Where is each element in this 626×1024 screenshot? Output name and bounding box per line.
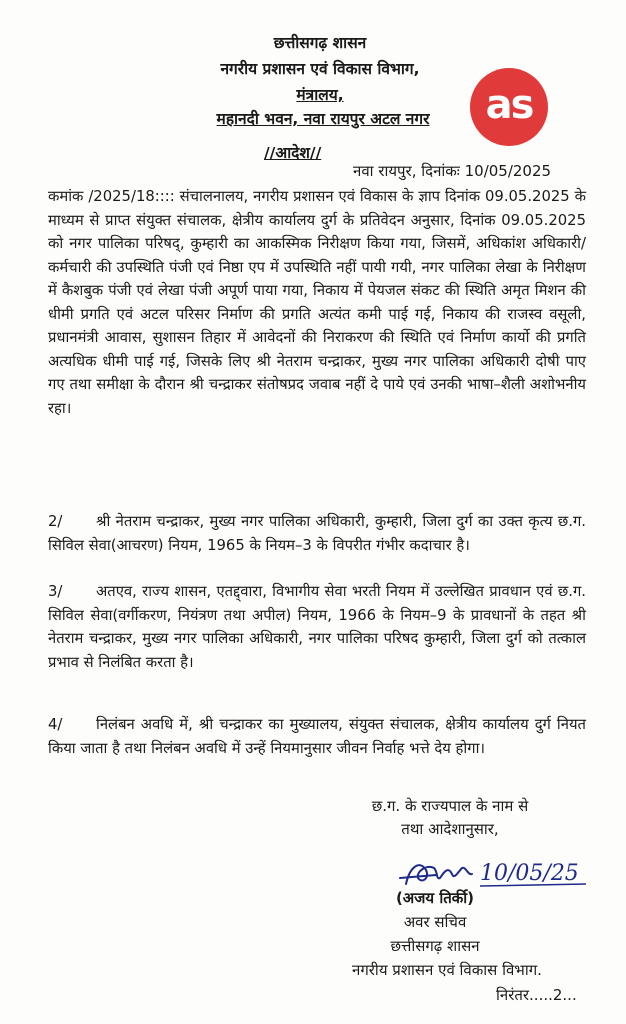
signatory-designation: अवर सचिव bbox=[403, 913, 467, 931]
date-line: नवा रायपुर, दिनांकः 10/05/2025 bbox=[353, 162, 552, 180]
authority-line-1: छ.ग. के राज्यपाल के नाम से bbox=[371, 797, 529, 815]
header-government: छत्तीसगढ़ शासन bbox=[273, 34, 367, 52]
paragraph-3 bbox=[48, 580, 586, 674]
header-address: महानदी भवन, नवा रायपुर अटल नगर bbox=[216, 110, 430, 128]
order-title: //आदेश// bbox=[264, 144, 322, 162]
header-ministry: मंत्रालय, bbox=[296, 86, 344, 104]
paragraph-4-text: निलंबन अवधि में, श्री चन्द्राकर का मुख्यालय, संयुक्त संचालक, क्षेत्रीय कार्यालय दुर्ग नियत किया जाता है तथा निलंबन अवधि में उन्हें नियमानुसार जीवन निर्वाह भत्ते देय होगा। bbox=[48, 716, 586, 757]
as-logo: as bbox=[470, 68, 548, 146]
authority-line-2: तथा आदेशानुसार, bbox=[401, 820, 499, 838]
continued-marker: निरंतर.....2... bbox=[496, 986, 577, 1004]
paragraph-4 bbox=[48, 713, 586, 760]
signatory-government: छत्तीसगढ़ शासन bbox=[390, 937, 480, 955]
header-department: नगरीय प्रशासन एवं विकास विभाग, bbox=[220, 60, 420, 78]
signatory-name: (अजय तिर्की) bbox=[395, 889, 475, 907]
paragraph-3-number: 3/ bbox=[48, 583, 63, 600]
paragraph-3-text: अतएव, राज्य शासन, एतद्द्वारा, विभागीय सेवा भरती नियम में उल्लेखित प्रावधान एवं छ.ग. सिविल सेवा(वर्गीकरण, नियंत्रण तथा अपील) नियम, 1966 के नियम–9 के प्रावधानों के तहत श्री नेतराम चन्द्राकर, मुख्य नगर पालिका अधिकारी, नगर पालिका परिषद कुम्हारी, जिला दुर्ग को तत्काल प्रभाव से निलंबित करता है। bbox=[48, 583, 586, 671]
paragraph-1-text: कमांक /2025/18:::: संचालनालय, नगरीय प्रशासन एवं विकास के ज्ञाप दिनांक 09.05.2025 के माध्यम से प्राप्त संयुक्त संचालक, क्षेत्रीय कार्यालय दुर्ग के प्रतिवेदन अनुसार, दिनांक 09.05.2025 को नगर पालिका परिषद्, कुम्हारी का आकस्मिक निरीक्षण किया गया, जिसमें, अधिकांश अधिकारी/कर्मचारी की उपस्थिति पंजी एवं निष्ठा एप में उपस्थिति नहीं पायी गयी, नगर पालिका लेखा के निरीक्षण में कैशबुक पंजी एवं लेखा पंजी अपूर्ण पाया गया, निकाय में पेयजल संकट की स्थिति अमृत मिशन की धीमी प्रगति एवं अटल परिसर निर्माण की प्रगति अत्यंत कमी पाई गई, निकाय की राजस्व वसूली, प्रधानमंत्री आवास, सुशासन तिहार में आवेदनों की निराकरण की स्थिति एवं निर्माण कार्यो की प्रगति अत्यधिक धीमी पाई गई, जिसके लिए श्री नेतराम चन्द्राकर, मुख्य नगर पालिका अधिकारी दोषी पाए गए तथा समीक्षा के दौरान श्री चन्द्राकर संतोषप्रद जवाब नहीं दे पाये एवं उनकी भाषा–शैली अशोभनीय रहा। bbox=[48, 188, 586, 417]
paragraph-1 bbox=[48, 185, 586, 420]
signatory-department: नगरीय प्रशासन एवं विकास विभाग. bbox=[352, 961, 542, 979]
paragraph-4-number: 4/ bbox=[48, 716, 63, 733]
paragraph-2-number: 2/ bbox=[48, 513, 63, 530]
handwritten-date: 10/05/25 bbox=[480, 861, 579, 886]
paragraph-2 bbox=[48, 510, 586, 557]
paragraph-2-text: श्री नेतराम चन्द्राकर, मुख्य नगर पालिका अधिकारी, कुम्हारी, जिला दुर्ग का उक्त कृत्य छ.ग. सिविल सेवा(आचरण) नियम, 1965 के नियम–3 के विपरीत गंभीर कदाचार है। bbox=[48, 513, 586, 554]
